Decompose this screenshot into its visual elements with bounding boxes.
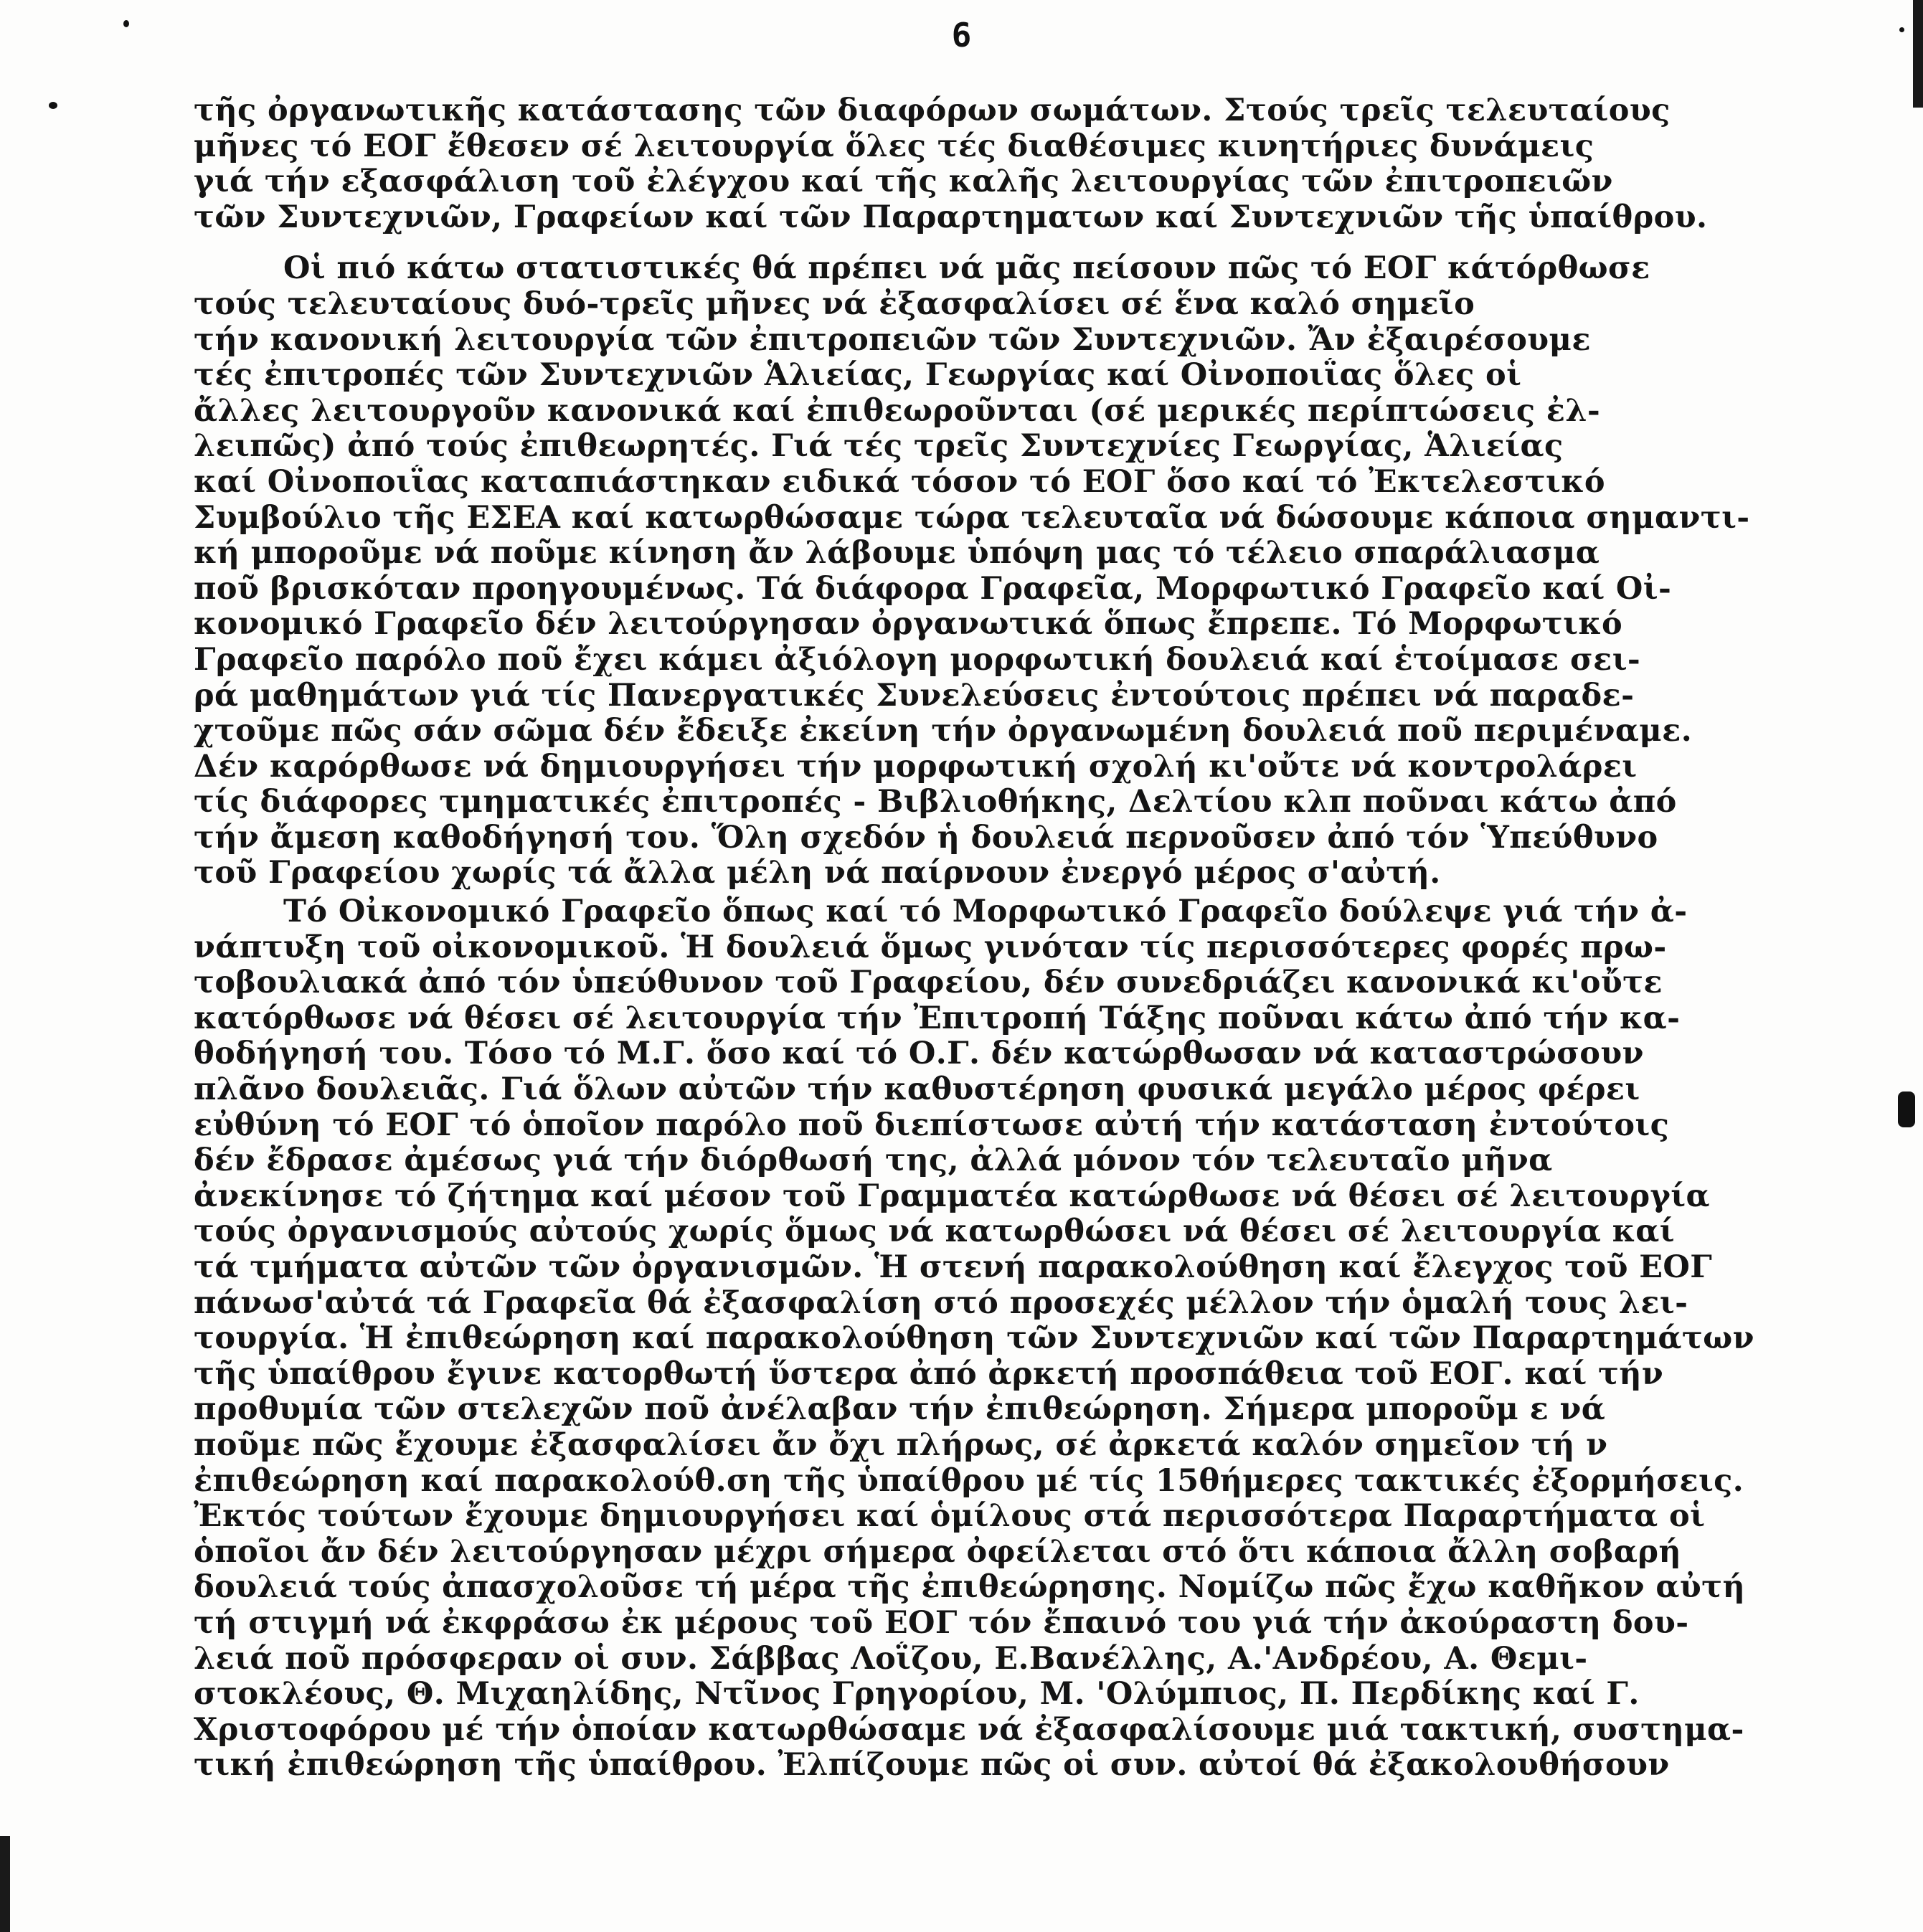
text-line: τές ἐπιτροπές τῶν Συντεχνιῶν Ἁλιείας, Γεωργίας καί Οἰνοποιΐας ὅλες οἱ bbox=[194, 358, 1522, 394]
scan-speck bbox=[123, 20, 129, 27]
text-line: τίς διάφορες τμηματικές ἐπιτροπές - Βιβλιοθήκης, Δελτίου κλπ ποῦναι κάτω ἀπό bbox=[194, 785, 1677, 820]
text-line: Οἱ πιό κάτω στατιστικές θά πρέπει νά μᾶς πείσουν πῶς τό ΕΟΓ κάτόρθωσε bbox=[283, 251, 1650, 287]
text-line: νάπτυξη τοῦ οἰκονομικοῦ. Ἡ δουλειά ὅμως γινόταν τίς περισσότερες φορές πρω- bbox=[194, 929, 1667, 965]
text-line: κή μποροῦμε νά ποῦμε κίνηση ἄν λάβουμε ὑπόψη μας τό τέλειο σπαράλιασμα bbox=[194, 536, 1600, 572]
text-line: τούς ὀργανισμούς αὐτούς χωρίς ὅμως νά κατωρθώσει νά θέσει σέ λειτουργία καί bbox=[194, 1214, 1676, 1250]
text-line: ρά μαθημάτων γιά τίς Πανεργατικές Συνελεύσεις ἐντούτοις πρέπει νά παραδε- bbox=[194, 678, 1635, 714]
text-line: χτοῦμε πῶς σάν σῶμα δέν ἔδειξε ἐκείνη τήν ὀργανωμένη δουλειά ποῦ περιμέναμε. bbox=[194, 714, 1693, 749]
text-line: πάνωσ'αὐτά τά Γραφεῖα θά ἐξασφαλίση στό προσεχές μέλλον τήν ὁμαλή τους λει- bbox=[194, 1285, 1688, 1321]
text-line: τήν ἄμεση καθοδήγησή του. Ὅλη σχεδόν ἡ δουλειά περνοῦσεν ἀπό τόν Ὑπεύθυνο bbox=[194, 820, 1658, 856]
text-line: τοβουλιακά ἀπό τόν ὑπεύθυνον τοῦ Γραφείου, δέν συνεδριάζει κανονικά κι'οὔτε bbox=[194, 965, 1663, 1001]
document-body bbox=[194, 93, 1865, 1784]
text-line: προθυμία τῶν στελεχῶν ποῦ ἀνέλαβαν τήν ἐπιθεώρηση. Σήμερα μποροῦμ ε νά bbox=[194, 1392, 1606, 1428]
text-line: Δέν καρόρθωσε νά δημιουργήσει τήν μορφωτική σχολή κι'οὔτε νά κοντρολάρει bbox=[194, 749, 1638, 785]
scan-edge-shadow bbox=[1913, 0, 1923, 108]
text-line: κονομικό Γραφεῖο δέν λειτούργησαν ὀργανωτικά ὅπως ἔπρεπε. Τό Μορφωτικό bbox=[194, 607, 1623, 643]
text-line: γιά τήν εξασφάλιση τοῦ ἐλέγχου καί τῆς καλῆς λειτουργίας τῶν ἐπιτροπειῶν bbox=[194, 164, 1613, 200]
text-line: θοδήγησή του. Τόσο τό Μ.Γ. ὅσο καί τό Ο.Γ. δέν κατώρθωσαν νά καταστρώσουν bbox=[194, 1036, 1644, 1072]
paragraph-1 bbox=[194, 93, 1865, 235]
text-line: λειπῶς) ἀπό τούς ἐπιθεωρητές. Γιά τές τρεῖς Συντεχνίες Γεωργίας, Ἁλιείας bbox=[194, 429, 1564, 465]
text-line: τοῦ Γραφείου χωρίς τά ἄλλα μέλη νά παίρνουν ἐνεργό μέρος σ'αὐτή. bbox=[194, 856, 1441, 891]
text-line: λειά ποῦ πρόσφεραν οἱ συν. Σάββας Λοΐζου, Ε.Βανέλλης, Α.'Ανδρέου, Α. Θεμι- bbox=[194, 1641, 1588, 1677]
text-line: στοκλέους, Θ. Μιχαηλίδης, Ντῖνος Γρηγορίου, Μ. 'Ολύμπιος, Π. Περδίκης καί Γ. bbox=[194, 1677, 1640, 1713]
text-line: κατόρθωσε νά θέσει σέ λειτουργία τήν Ἐπιτροπή Τάξης ποῦναι κάτω ἀπό τήν κα- bbox=[194, 1000, 1681, 1036]
scan-edge-shadow bbox=[0, 1836, 10, 1932]
text-line: δουλειά τούς ἀπασχολοῦσε τή μέρα τῆς ἐπιθεώρησης. Νομίζω πῶς ἔχω καθῆκον αὐτή bbox=[194, 1570, 1746, 1606]
text-line: Συμβούλιο τῆς ΕΣΕΑ καί κατωρθώσαμε τώρα τελευταῖα νά δώσουμε κάποια σημαντι- bbox=[194, 500, 1750, 536]
text-line: ἐπιθεώρηση καί παρακολούθ.ση τῆς ὑπαίθρου μέ τίς 15θήμερες τακτικές ἐξορμήσεις. bbox=[194, 1463, 1744, 1499]
text-line: εὐθύνη τό ΕΟΓ τό ὁποῖον παρόλο ποῦ διεπίστωσε αὐτή τήν κατάσταση ἐντούτοις bbox=[194, 1107, 1670, 1143]
text-line: Χριστοφόρου μέ τήν ὁποίαν κατωρθώσαμε νά ἐξασφαλίσουμε μιά τακτική, συστημα- bbox=[194, 1712, 1744, 1748]
text-line: καί Οἰνοποιΐας καταπιάστηκαν ειδικά τόσον τό ΕΟΓ ὅσο καί τό Ἐκτελεστικό bbox=[194, 464, 1605, 500]
text-line: πλᾶνο δουλειᾶς. Γιά ὅλων αὐτῶν τήν καθυστέρηση φυσικά μεγάλο μέρος φέρει bbox=[194, 1072, 1640, 1108]
text-line: τή στιγμή νά ἐκφράσω ἐκ μέρους τοῦ ΕΟΓ τόν ἔπαινό του γιά τήν ἀκούραστη δου- bbox=[194, 1605, 1689, 1641]
text-line: ἄλλες λειτουργοῦν κανονικά καί ἐπιθεωροῦνται (σέ μερικές περίπτώσεις ἐλ- bbox=[194, 393, 1601, 429]
scan-speck bbox=[49, 102, 57, 109]
text-line: τά τμήματα αὐτῶν τῶν ὀργανισμῶν. Ἡ στενή παρακολούθηση καί ἔλεγχος τοῦ ΕΟΓ bbox=[194, 1250, 1713, 1285]
page-number: 6 bbox=[951, 16, 972, 55]
paragraph-3 bbox=[194, 894, 1865, 1784]
text-line: τήν κανονική λειτουργία τῶν ἐπιτροπειῶν τῶν Συντεχνιῶν. Ἄν ἐξαιρέσουμε bbox=[194, 322, 1591, 358]
text-line: μῆνες τό ΕΟΓ ἔθεσεν σέ λειτουργία ὅλες τές διαθέσιμες κινητήριες δυνάμεις bbox=[194, 128, 1594, 164]
scan-speck bbox=[1898, 1092, 1915, 1127]
text-line: Γραφεῖο παρόλο ποῦ ἔχει κάμει ἀξιόλογη μορφωτική δουλειά καί ἑτοίμασε σει- bbox=[194, 642, 1641, 678]
text-line: τούς τελευταίους δυό-τρεῖς μῆνες νά ἐξασφαλίσει σέ ἕνα καλό σημεῖο bbox=[194, 286, 1475, 322]
text-line: ἀνεκίνησε τό ζήτημα καί μέσον τοῦ Γραμματέα κατώρθωσε νά θέσει σέ λειτουργία bbox=[194, 1178, 1710, 1214]
paragraph-2 bbox=[194, 251, 1865, 891]
text-line: τῶν Συντεχνιῶν, Γραφείων καί τῶν Παραρτηματων καί Συντεχνιῶν τῆς ὑπαίθρου. bbox=[194, 199, 1708, 235]
text-line: τουργία. Ἡ ἐπιθεώρηση καί παρακολούθηση τῶν Συντεχνιῶν καί τῶν Παραρτημάτων bbox=[194, 1321, 1754, 1357]
text-line: Ἐκτός τούτων ἔχουμε δημιουργήσει καί ὁμίλους στά περισσότερα Παραρτήματα οἱ bbox=[194, 1499, 1706, 1535]
text-line: δέν ἔδρασε ἀμέσως γιά τήν διόρθωσή της, ἀλλά μόνον τόν τελευταῖο μῆνα bbox=[194, 1143, 1553, 1179]
text-line: ποῦ βρισκόταν προηγουμένως. Τά διάφορα Γραφεῖα, Μορφωτικό Γραφεῖο καί Οἰ- bbox=[194, 571, 1672, 607]
text-line: ὁποῖοι ἄν δέν λειτούργησαν μέχρι σήμερα ὀφείλεται στό ὅτι κάποια ἄλλη σοβαρή bbox=[194, 1534, 1682, 1570]
text-line: Τό Οἰκονομικό Γραφεῖο ὅπως καί τό Μορφωτικό Γραφεῖο δούλεψε γιά τήν ἀ- bbox=[283, 894, 1688, 930]
scan-speck bbox=[1899, 27, 1904, 32]
text-line: τῆς ὑπαίθρου ἔγινε κατορθωτή ὕστερα ἀπό ἀρκετή προσπάθεια τοῦ ΕΟΓ. καί τήν bbox=[194, 1356, 1664, 1392]
text-line: τῆς ὀργανωτικῆς κατάστασης τῶν διαφόρων σωμάτων. Στούς τρεῖς τελευταίους bbox=[194, 93, 1671, 128]
text-line: τική ἐπιθεώρηση τῆς ὑπαίθρου. Ἐλπίζουμε πῶς οἱ συν. αὐτοί θά ἐξακολουθήσουν bbox=[194, 1748, 1670, 1784]
text-line: ποῦμε πῶς ἔχουμε ἐξασφαλίσει ἄν ὄχι πλήρως, σέ ἀρκετά καλόν σημεῖον τή ν bbox=[194, 1427, 1608, 1463]
